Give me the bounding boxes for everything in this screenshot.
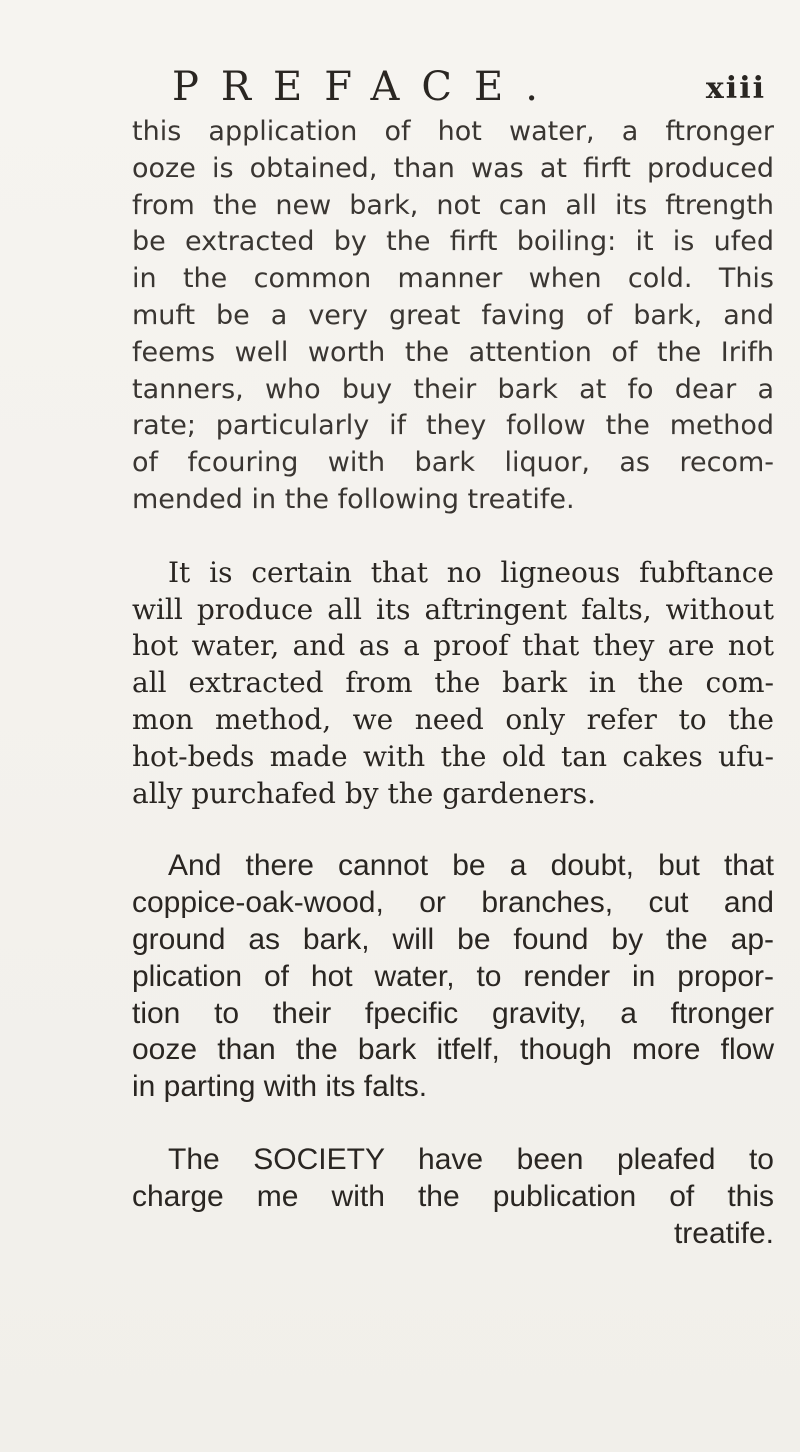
paragraph-gap (132, 1106, 774, 1142)
paragraph (132, 555, 774, 813)
text-line: coppice-oak-wood, or branches, cut and (132, 886, 774, 920)
text-line: mended in the following treatife. (132, 483, 575, 515)
text-line: be extracted by the firft boiling: it is ufed (132, 226, 774, 258)
text-line: plication of hot water, to render in propor- (132, 959, 774, 993)
text-line: all extracted from the bark in the com- (132, 666, 774, 700)
text-line: treatife. (673, 1216, 774, 1250)
text-line: charge me with the publication of this (132, 1179, 774, 1213)
paragraph (132, 114, 774, 519)
body-text (132, 114, 774, 1252)
paragraph-gap (132, 812, 774, 848)
text-line: of fcouring with bark liquor, as recom- (132, 447, 774, 479)
text-line: ooze is obtained, than was at firft produced (132, 152, 774, 184)
paragraph (132, 1142, 774, 1252)
text-line: ooze than the bark itfelf, though more flow (132, 1033, 774, 1067)
text-line: hot water, and as a proof that they are not (132, 629, 774, 663)
text-line: tion to their fpecific gravity, a ftronger (132, 996, 774, 1030)
text-line: ally purchafed by the gardeners. (132, 776, 596, 810)
text-line: in the common manner when cold. This (132, 263, 774, 295)
text-line: And there cannot be a doubt, but that (168, 849, 774, 883)
page-header (172, 62, 772, 112)
text-line: in parting with its falts. (132, 1070, 428, 1104)
text-line: will produce all its aftringent falts, without (132, 592, 774, 626)
paragraph (132, 848, 774, 1106)
page-number: xiii (705, 71, 766, 106)
running-title: PREFACE. (172, 64, 560, 110)
paragraph-gap (132, 519, 774, 555)
text-line: this application of hot water, a ftronger (132, 116, 774, 147)
text-line: hot-beds made with the old tan cakes ufu- (132, 739, 774, 773)
text-line: The SOCIETY have been pleafed to (168, 1142, 774, 1176)
text-line: It is certain that no ligneous fubftance (168, 555, 774, 589)
text-line: tanners, who buy their bark at fo dear a (132, 373, 774, 405)
text-line: rate; particularly if they follow the method (132, 410, 774, 442)
text-line: ground as bark, will be found by the ap- (132, 922, 774, 956)
text-line: feems well worth the attention of the Irifh (132, 336, 774, 368)
text-line: mon method, we need only refer to the (132, 702, 774, 736)
text-line: from the new bark, not can all its ftrength (132, 189, 774, 221)
text-line: muft be a very great faving of bark, and (132, 299, 774, 331)
